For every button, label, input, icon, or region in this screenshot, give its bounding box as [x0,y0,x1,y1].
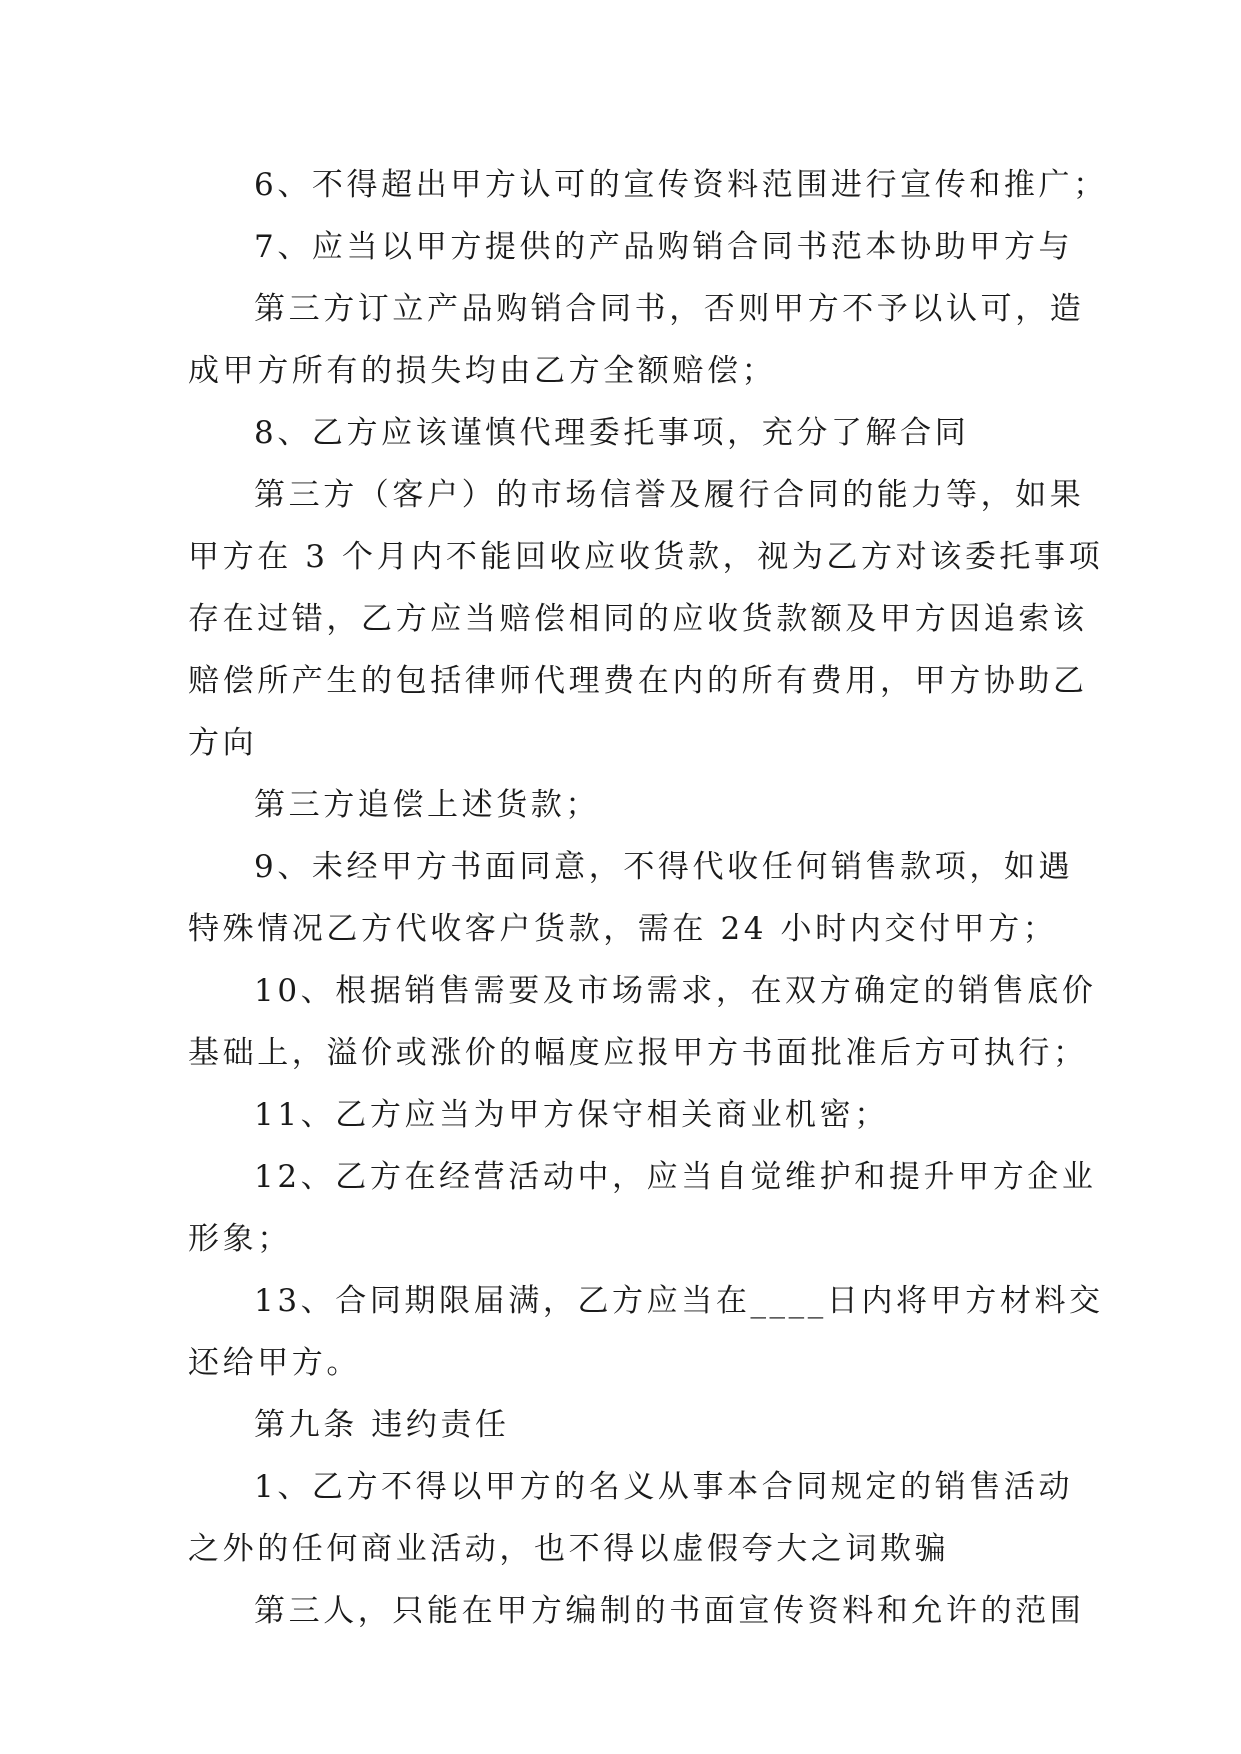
text-line: 13、合同期限届满，乙方应当在____日内将甲方材料交 [254,1283,1104,1319]
text-line: 第三人，只能在甲方编制的书面宣传资料和允许的范围 [254,1593,1085,1629]
text-line: 1、乙方不得以甲方的名义从事本合同规定的销售活动 [254,1469,1074,1505]
text-line: 10、根据销售需要及市场需求，在双方确定的销售底价 [254,973,1097,1009]
text-line: 9、未经甲方书面同意，不得代收任何销售款项，如遇 [254,849,1074,885]
text-line: 第三方订立产品购销合同书，否则甲方不予以认可，造 [254,291,1085,327]
text-line: 形象； [188,1221,292,1257]
text-line: 11、乙方应当为甲方保守相关商业机密； [254,1097,889,1133]
text-line: 方向 [188,725,258,761]
text-line: 还给甲方。 [188,1345,361,1381]
text-line: 6、不得超出甲方认可的宣传资料范围进行宣传和推广； [254,167,1108,203]
text-line: 特殊情况乙方代收客户货款，需在 24 小时内交付甲方； [188,911,1058,947]
text-line: 7、应当以甲方提供的产品购销合同书范本协助甲方与 [254,229,1074,265]
document-body [188,154,1108,1642]
text-line: 12、乙方在经营活动中，应当自觉维护和提升甲方企业 [254,1159,1097,1195]
text-line: 成甲方所有的损失均由乙方全额赔偿； [188,353,777,389]
text-line: 赔偿所产生的包括律师代理费在内的所有费用，甲方协助乙 [188,663,1088,699]
text-line: 甲方在 3 个月内不能回收应收货款，视为乙方对该委托事项 [188,539,1104,575]
text-line: 之外的任何商业活动，也不得以虚假夸大之词欺骗 [188,1531,950,1567]
text-line: 存在过错，乙方应当赔偿相同的应收货款额及甲方因追索该 [188,601,1088,637]
section-heading: 第九条 违约责任 [254,1407,510,1443]
text-line: 第三方（客户）的市场信誉及履行合同的能力等，如果 [254,477,1085,513]
text-line: 基础上，溢价或涨价的幅度应报甲方书面批准后方可执行； [188,1035,1088,1071]
text-line: 第三方追偿上述货款； [254,787,600,823]
text-line: 8、乙方应该谨慎代理委托事项，充分了解合同 [254,415,970,451]
